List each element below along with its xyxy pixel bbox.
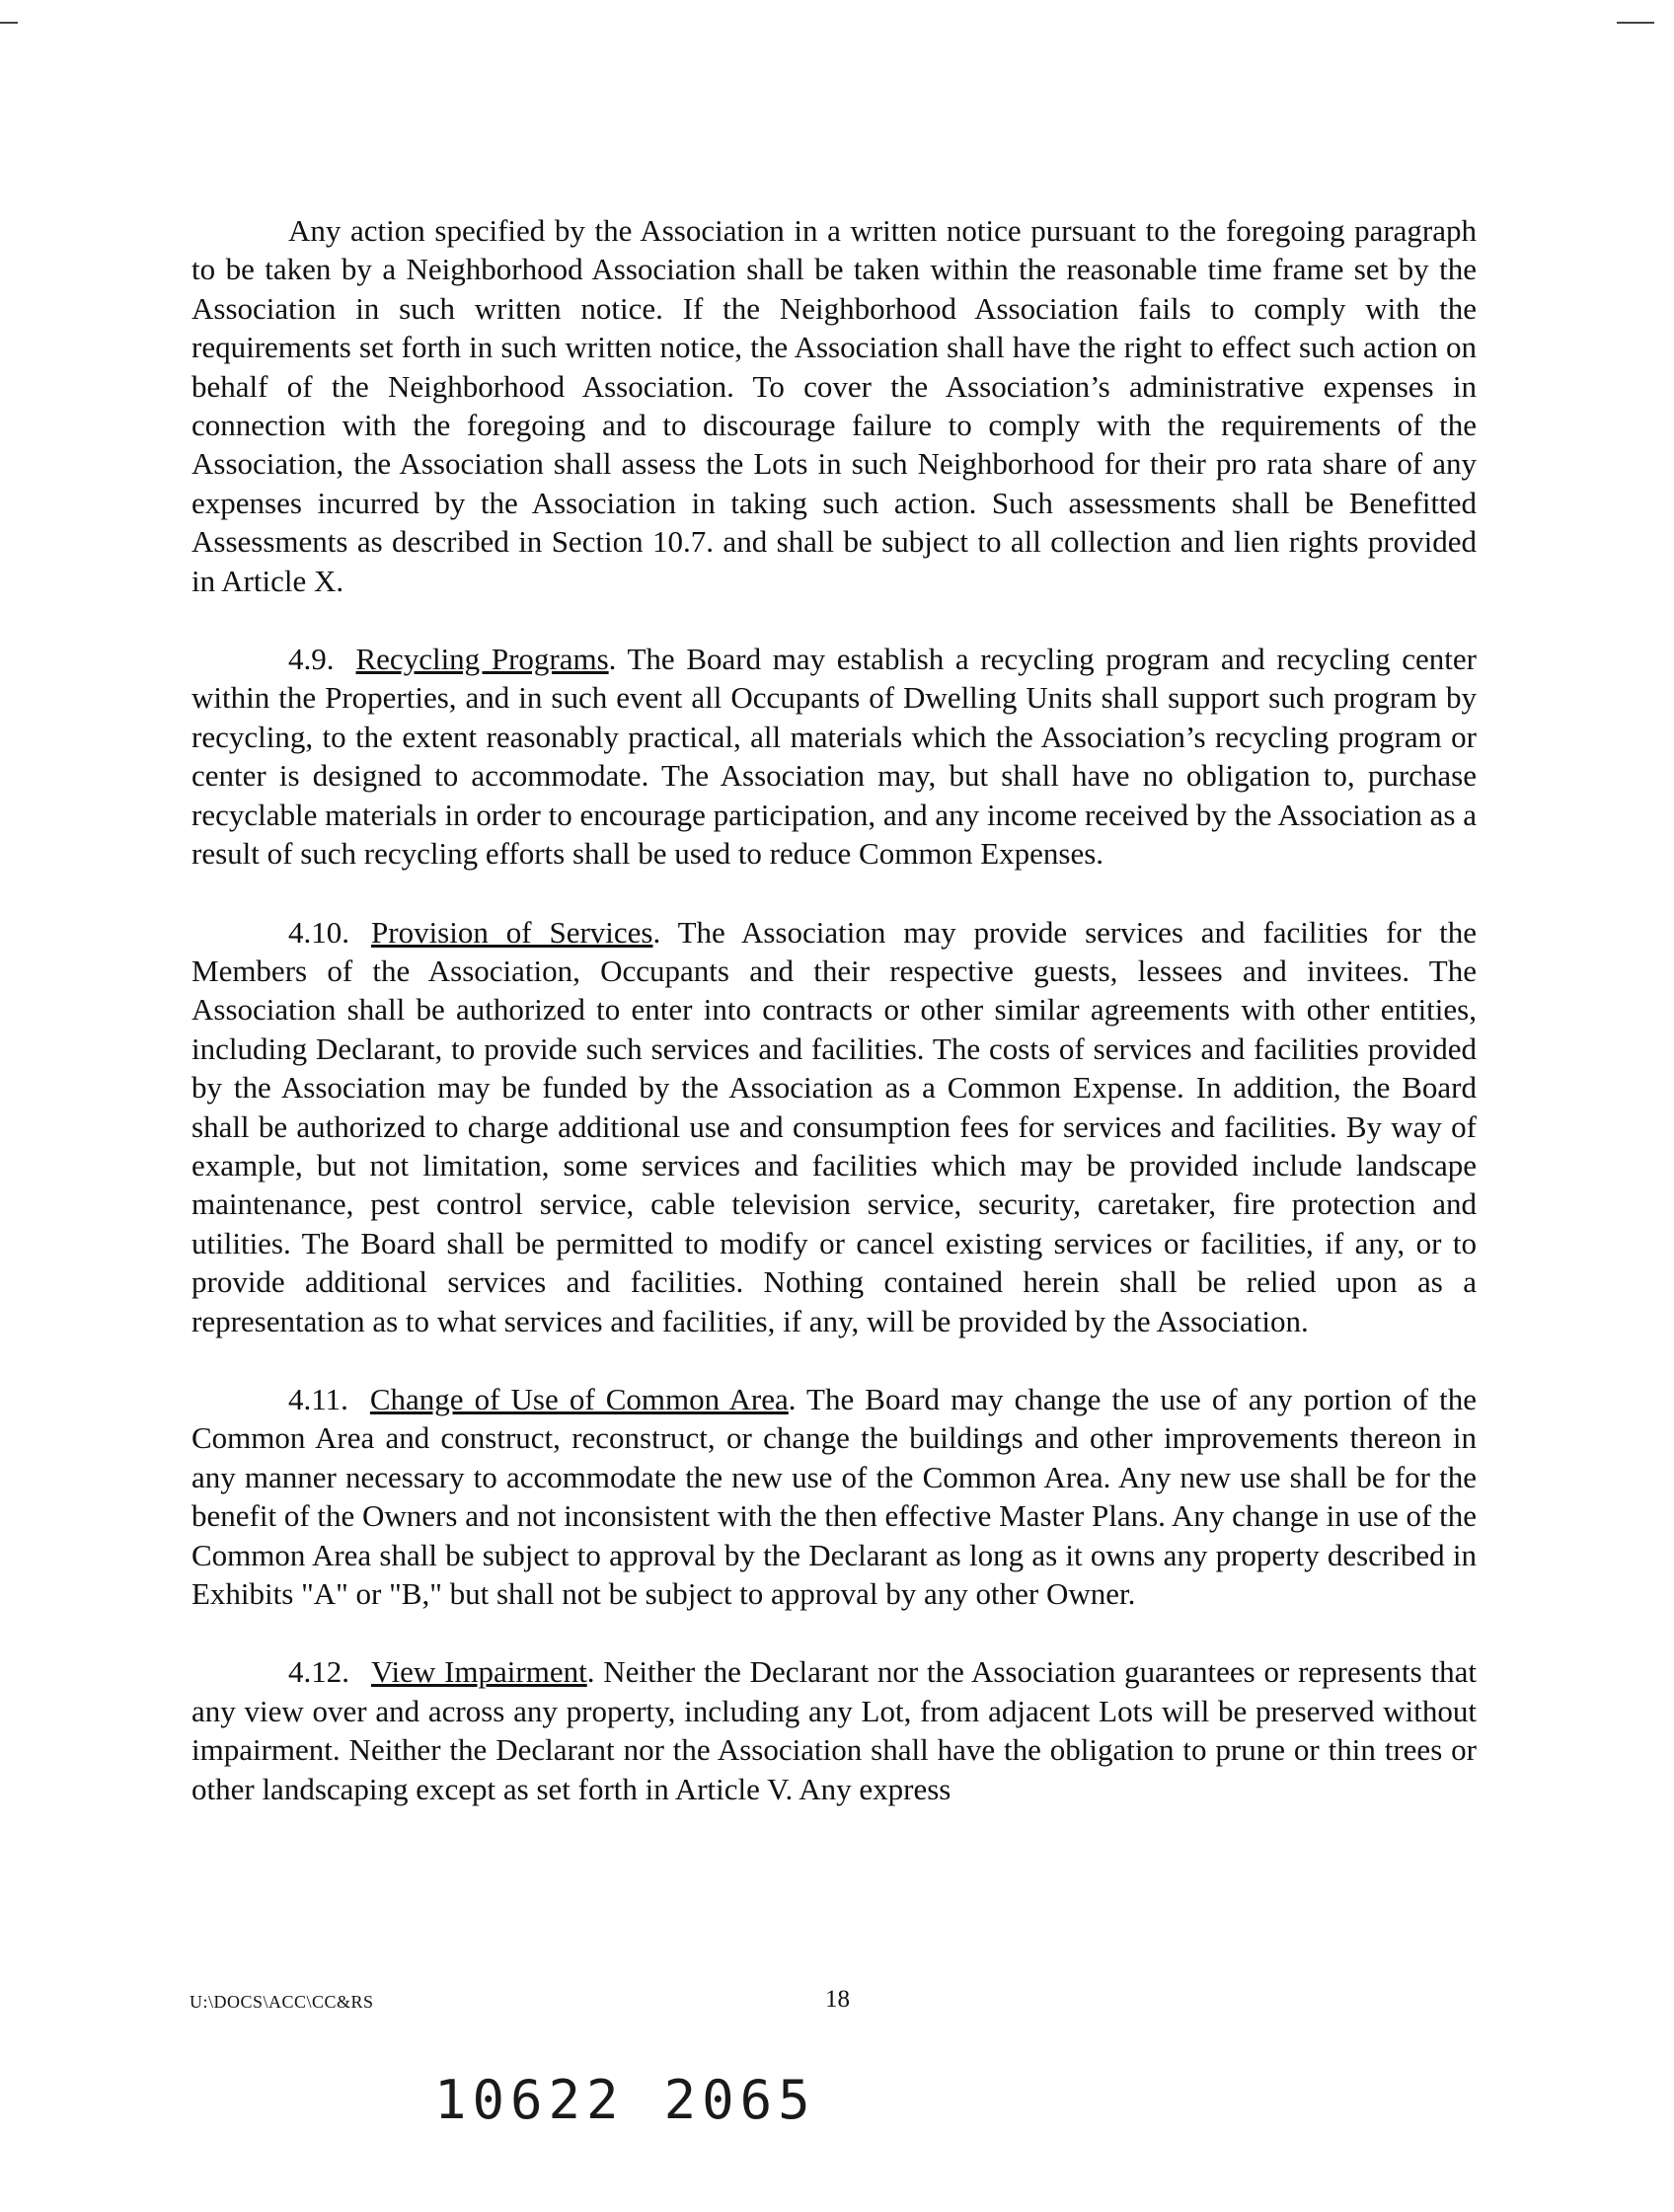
- section-4-12: [191, 1652, 1477, 1808]
- section-4-10: [191, 913, 1477, 1340]
- section-text: . The Board may establish a recycling program and recycling center within the Properties, and in such event all Occupants of Dwelling Units shall support such program by recycling, to the extent reasonably practical, all materials which the Association’s recycling program or center is designed to accommodate. The Association may, but shall have no obligation to, purchase recyclable materials in order to encourage participation, and any income received by the Association as a result of such recycling efforts shall be used to reduce Common Expenses.: [191, 642, 1477, 872]
- section-4-11: [191, 1380, 1477, 1613]
- section-number: 4.9.: [288, 642, 335, 677]
- page-number: 18: [825, 1986, 850, 2013]
- section-number: 4.11.: [288, 1381, 348, 1416]
- section-title: View Impairment: [371, 1654, 587, 1690]
- scan-edge-mark-left: [0, 22, 18, 24]
- document-body: [191, 211, 1477, 1808]
- section-number: 4.12.: [288, 1654, 349, 1690]
- section-text: . The Association may provide services and facilities for the Members of the Association, Occupants and their respective guests, lessees and invitees. The Association shall be authorized to enter into contracts or other similar agreements with other entities, including Declarant, to provide such services and facilities. The costs of services and facilities provided by the Association may be funded by the Association as a Common Expense. In addition, the Board shall be authorized to charge additional use and consumption fees for services and facilities. By way of example, but not limitation, some services and facilities which may be provided include landscape maintenance, pest control service, cable television service, security, caretaker, fire protection and utilities. The Board shall be permitted to modify or cancel existing services or facilities, if any, or to provide additional services and facilities. Nothing contained herein shall be relied upon as a representation as to what services and facilities, if any, will be provided by the Association.: [191, 914, 1477, 1338]
- section-text: . The Board may change the use of any portion of the Common Area and construct, reconstruct, or change the buildings and other improvements thereon in any manner necessary to accommodate the new use of the Common Area. Any new use shall be for the benefit of the Owners and not inconsistent with the then effective Master Plans. Any change in use of the Common Area shall be subject to approval by the Declarant as long as it owns any property described in Exhibits "A" or "B," but shall not be subject to approval by any other Owner.: [191, 1381, 1477, 1611]
- recording-page-number: 2065: [663, 2069, 816, 2131]
- recording-stamp: [434, 2069, 816, 2131]
- footer-file-path: U:\DOCS\ACC\CC&RS: [190, 1992, 374, 2012]
- intro-paragraph: Any action specified by the Association in a written notice pursuant to the foregoing paragraph to be taken by a Neighborhood Association shall be taken within the reasonable time frame set by the Association in such written notice. If the Neighborhood Association fails to comply with the requirements set forth in such written notice, the Association shall have the right to effect such action on behalf of the Neighborhood Association. To cover the Association’s administrative expenses in connection with the foregoing and to discourage failure to comply with the requirements of the Association, the Association shall assess the Lots in such Neighborhood for their pro rata share of any expenses incurred by the Association in taking such action. Such assessments shall be Benefitted Assessments as described in Section 10.7. and shall be subject to all collection and lien rights provided in Article X.: [191, 213, 1477, 598]
- recording-book-number: 10622: [434, 2069, 625, 2131]
- section-title: Change of Use of Common Area: [369, 1381, 789, 1416]
- section-title: Recycling Programs: [355, 642, 609, 677]
- section-text: . Neither the Declarant nor the Association guarantees or represents that any view over and across any property, including any Lot, from adjacent Lots will be preserved without impairment. Neither the Declarant nor the Association shall have the obligation to prune or thin trees or other landscaping except as set forth in Article V. Any express: [191, 1654, 1478, 1806]
- section-title: Provision of Services: [371, 914, 653, 950]
- scan-edge-mark-right: [1617, 22, 1654, 24]
- section-4-9: [191, 640, 1477, 873]
- section-number: 4.10.: [288, 914, 349, 950]
